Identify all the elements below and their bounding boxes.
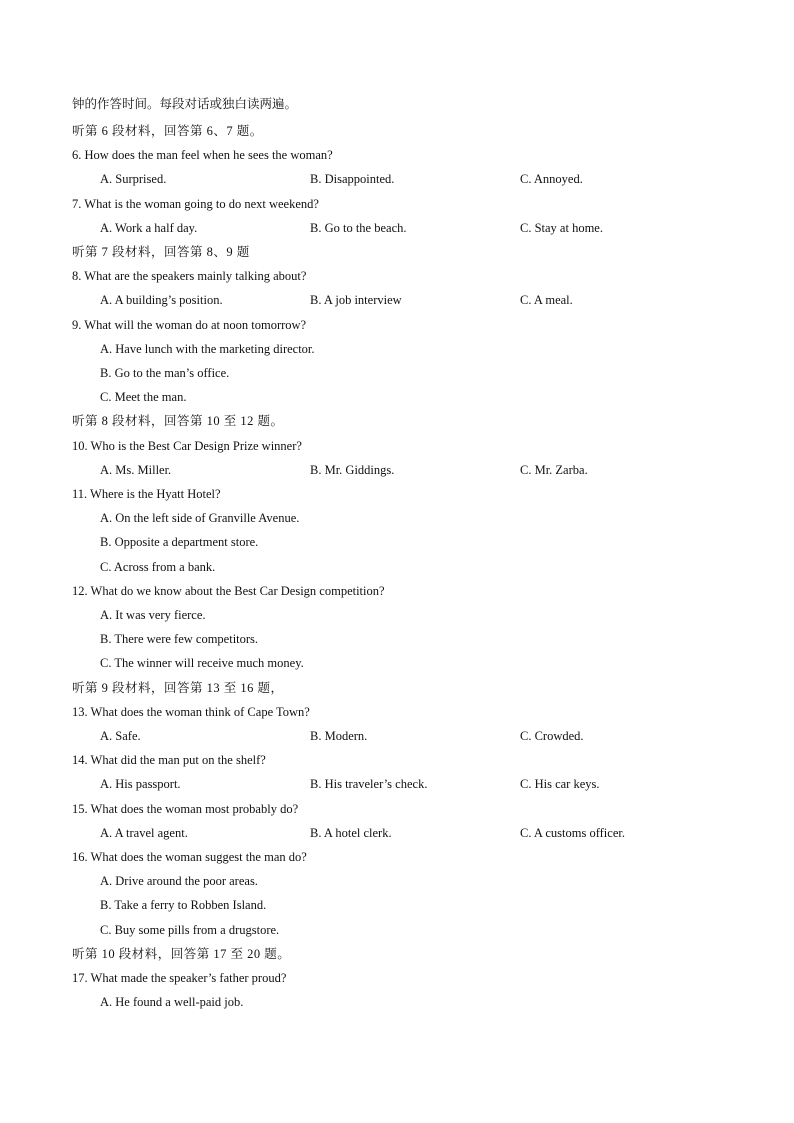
section-heading: 听第 10 段材料，回答第 17 至 20 题。 <box>72 947 291 961</box>
answer-option: A. Ms. Miller. <box>100 463 172 477</box>
answer-option: B. Opposite a department store. <box>100 535 259 549</box>
answer-option: B. A hotel clerk. <box>310 826 392 840</box>
answer-option: A. Surprised. <box>100 172 167 186</box>
answer-option: A. Drive around the poor areas. <box>100 874 258 888</box>
question: 11. Where is the Hyatt Hotel? <box>72 487 221 501</box>
answer-option: B. There were few competitors. <box>100 632 259 646</box>
answer-option: B. Modern. <box>310 729 368 743</box>
question: 7. What is the woman going to do next weekend? <box>72 197 319 211</box>
answer-option: B. Mr. Giddings. <box>310 463 395 477</box>
answer-option: A. His passport. <box>100 777 181 791</box>
question: 12. What do we know about the Best Car Design competition? <box>72 584 385 598</box>
answer-option: B. Go to the beach. <box>310 221 407 235</box>
section-heading: 听第 9 段材料，回答第 13 至 16 题， <box>72 681 284 695</box>
section-heading: 听第 8 段材料，回答第 10 至 12 题。 <box>72 414 284 428</box>
question: 14. What did the man put on the shelf? <box>72 753 266 767</box>
answer-option: C. His car keys. <box>520 777 600 791</box>
answer-option: A. On the left side of Granville Avenue. <box>100 511 300 525</box>
question: 10. Who is the Best Car Design Prize winner? <box>72 439 302 453</box>
question: 8. What are the speakers mainly talking about? <box>72 269 307 283</box>
answer-option: C. Annoyed. <box>520 172 583 186</box>
question: 6. How does the man feel when he sees the woman? <box>72 148 333 162</box>
question: 13. What does the woman think of Cape Town? <box>72 705 310 719</box>
question: 16. What does the woman suggest the man do? <box>72 850 307 864</box>
answer-option: A. A building’s position. <box>100 293 223 307</box>
answer-option: B. A job interview <box>310 293 402 307</box>
answer-option: A. Have lunch with the marketing director. <box>100 342 315 356</box>
answer-option: A. It was very fierce. <box>100 608 206 622</box>
answer-option: C. Meet the man. <box>100 390 187 404</box>
answer-option: B. Take a ferry to Robben Island. <box>100 898 267 912</box>
answer-option: A. He found a well-paid job. <box>100 995 244 1009</box>
answer-option: C. Buy some pills from a drugstore. <box>100 923 280 937</box>
intro-line: 钟的作答时间。每段对话或独白读两遍。 <box>72 97 298 111</box>
answer-option: A. Safe. <box>100 729 141 743</box>
answer-option: C. A meal. <box>520 293 573 307</box>
answer-option: A. A travel agent. <box>100 826 188 840</box>
answer-option: A. Work a half day. <box>100 221 198 235</box>
section-heading: 听第 7 段材料，回答第 8、9 题 <box>72 245 250 259</box>
section-heading: 听第 6 段材料，回答第 6、7 题。 <box>72 124 263 138</box>
answer-option: C. Across from a bank. <box>100 560 216 574</box>
answer-option: B. Go to the man’s office. <box>100 366 230 380</box>
answer-option: C. The winner will receive much money. <box>100 656 304 670</box>
question: 15. What does the woman most probably do? <box>72 802 299 816</box>
answer-option: C. A customs officer. <box>520 826 625 840</box>
question: 17. What made the speaker’s father proud? <box>72 971 287 985</box>
answer-option: B. Disappointed. <box>310 172 395 186</box>
question: 9. What will the woman do at noon tomorrow? <box>72 318 307 332</box>
answer-option: C. Mr. Zarba. <box>520 463 588 477</box>
answer-option: C. Stay at home. <box>520 221 603 235</box>
answer-option: B. His traveler’s check. <box>310 777 428 791</box>
answer-option: C. Crowded. <box>520 729 584 743</box>
